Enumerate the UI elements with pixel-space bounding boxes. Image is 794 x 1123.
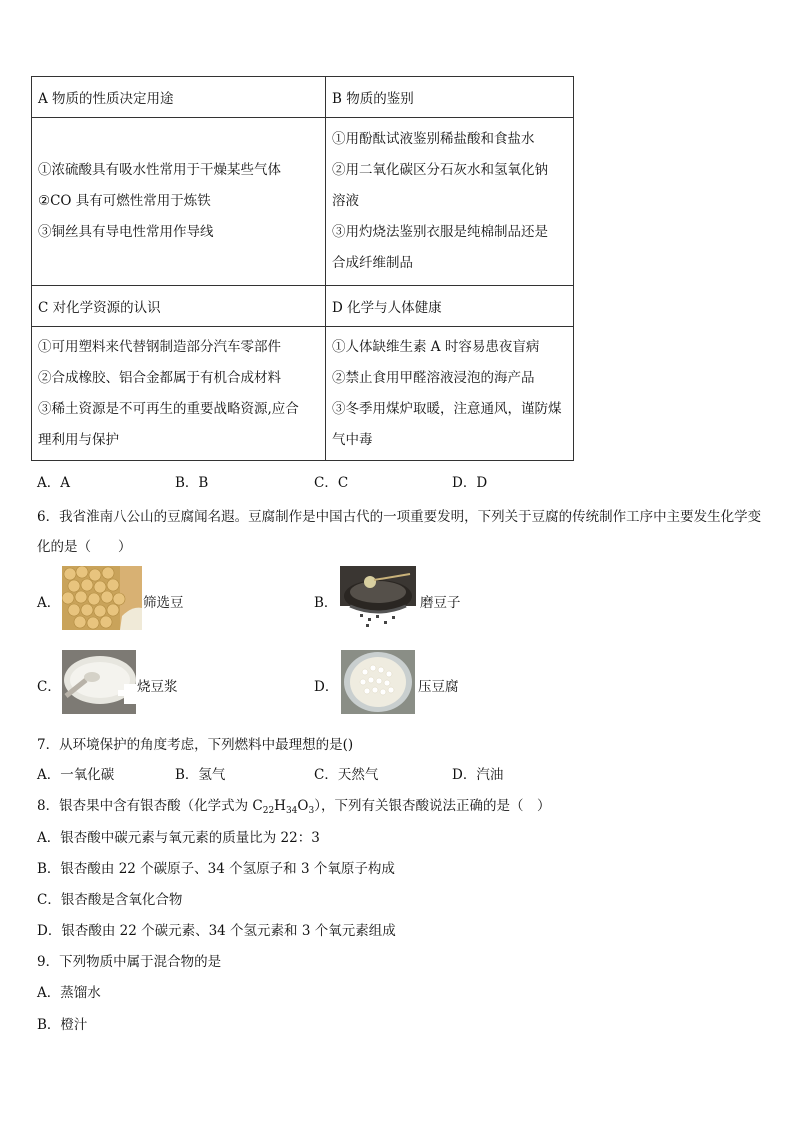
q9-option-b[interactable]: B．橙汁: [37, 1017, 88, 1033]
q7-option-c[interactable]: C．天然气: [314, 767, 379, 783]
q5-option-a[interactable]: A．A: [37, 475, 70, 491]
b-line-5: 合成纤维制品: [332, 255, 413, 271]
q7-option-b[interactable]: B．氢气: [175, 767, 226, 783]
c-line-2: ②合成橡胶、铝合金都属于有机合成材料: [38, 369, 281, 386]
q7-option-d[interactable]: D．汽油: [452, 767, 504, 783]
q6-stem: 6．我省淮南八公山的豆腐闻名遐。豆腐制作是中国古代的一项重要发明，下列关于豆腐的传统制作工序中主要发生化学变化的是（ ）: [37, 509, 762, 555]
q5-option-d[interactable]: D．D: [452, 475, 488, 491]
q8-stem-after: ），下列有关银杏酸说法正确的是（ ）: [314, 798, 551, 814]
stone-mill-image: [340, 566, 416, 630]
q8-option-d[interactable]: D．银杏酸由 22 个碳元素、34 个氢元素和 3 个氧元素组成: [37, 923, 396, 939]
q5-option-b[interactable]: B．B: [175, 475, 209, 491]
q6-option-b-label: B．: [314, 595, 338, 611]
q6-option-d-caption: 压豆腐: [418, 679, 459, 695]
tofu-press-image: [341, 650, 415, 714]
q7-stem: 7．从环境保护的角度考虑，下列燃料中最理想的是(): [37, 737, 354, 753]
a-line-2: ②CO 具有可燃性常用于炼铁: [38, 193, 211, 209]
q6-option-c-caption: 烧豆浆: [137, 679, 178, 695]
q8-option-c[interactable]: C．银杏酸是含氧化合物: [37, 892, 183, 908]
c-line-4: 理利用与保护: [38, 431, 119, 448]
q8-formula-sub-o: 3: [308, 806, 315, 816]
b-line-3: 溶液: [332, 193, 359, 209]
a-line-3: ③铜丝具有导电性常用作导线: [38, 224, 214, 240]
b-line-1: ①用酚酞试液鉴别稀盐酸和食盐水: [332, 131, 535, 147]
q6-option-b-caption: 磨豆子: [420, 595, 461, 611]
q9-stem: 9．下列物质中属于混合物的是: [37, 954, 222, 970]
cell-d-header: D 化学与人体健康: [326, 286, 574, 327]
soy-milk-image: [62, 650, 136, 714]
q8-formula-sub-h: 34: [285, 806, 298, 816]
q6-option-a-caption: 筛选豆: [143, 595, 184, 611]
c-line-3: ③稀土资源是不可再生的重要战略资源,应合: [38, 400, 299, 417]
soybeans-image: [62, 566, 142, 630]
cell-a-header: A 物质的性质决定用途: [32, 77, 326, 118]
q5-option-c[interactable]: C．C: [314, 475, 349, 491]
cell-c-body: [32, 327, 326, 461]
q8-formula-o: O: [297, 798, 309, 814]
cell-b-body: [326, 118, 574, 286]
c-line-1: ①可用塑料来代替钢制造部分汽车零部件: [38, 338, 281, 355]
q8-stem: [37, 794, 550, 816]
q7-option-a[interactable]: A．一氧化碳: [37, 767, 115, 783]
a-line-1: ①浓硫酸具有吸水性常用于干燥某些气体: [38, 162, 281, 178]
q8-formula-h: H: [274, 798, 286, 814]
b-line-4: ③用灼烧法鉴别衣服是纯棉制品还是: [332, 224, 548, 240]
d-line-3: ③冬季用煤炉取暖，注意通风，谨防煤: [332, 400, 562, 417]
q8-option-b[interactable]: B．银杏酸由 22 个碳原子、34 个氢原子和 3 个氧原子构成: [37, 861, 395, 877]
q5-options-table: [31, 76, 574, 461]
b-line-2: ②用二氧化碳区分石灰水和氢氧化钠: [332, 162, 548, 178]
q6-option-a-label: A．: [37, 595, 61, 611]
cell-b-header: B 物质的鉴别: [326, 77, 574, 118]
q8-formula-sub-c: 22: [262, 806, 275, 816]
q9-option-a[interactable]: A．蒸馏水: [37, 985, 101, 1001]
q8-option-a[interactable]: A．银杏酸中碳元素与氧元素的质量比为 22：3: [37, 830, 320, 846]
q8-stem-before: 8．银杏果中含有银杏酸（化学式为 C: [37, 798, 263, 814]
d-line-2: ②禁止食用甲醛溶液浸泡的海产品: [332, 369, 535, 386]
cell-a-body: [32, 118, 326, 286]
q6-option-c-label: C．: [37, 679, 61, 695]
d-line-4: 气中毒: [332, 431, 373, 448]
cell-c-header: C 对化学资源的认识: [32, 286, 326, 327]
d-line-1: ①人体缺维生素 A 时容易患夜盲病: [332, 338, 540, 355]
cell-d-body: [326, 327, 574, 461]
q6-option-d-label: D．: [314, 679, 339, 695]
